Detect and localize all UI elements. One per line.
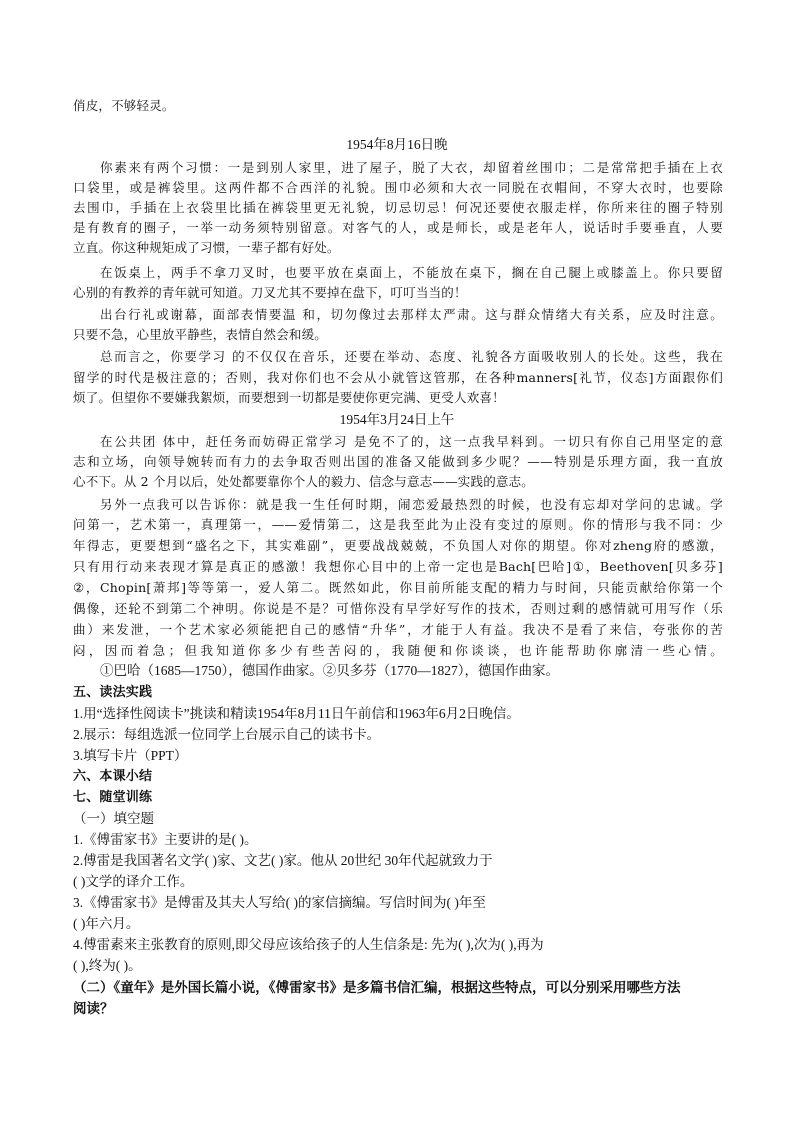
footnote: ①巴哈（1685—1750），德国作曲家。②贝多芬（1770—1827），德国作曲家。 (100, 663, 559, 678)
text-line: 是有教育的圈子，一举一动务须特别留意。对客气的人，或是师长，或是老年人，说话时手要垂直，人要 (73, 220, 723, 235)
section-heading: 七、随堂训练 (73, 790, 153, 805)
subsection-heading: （一）填空题 (73, 811, 154, 826)
question-line: 2.傅雷是我国著名文学( )家、文艺( )家。他从 20世纪 30年代起就致力于 (73, 853, 493, 868)
text-line: 在公共团 体中，赶任务而妨碍正常学习 是免不了的，这一点我早料到。一切只有你自己用坚定的意 (100, 434, 723, 449)
letter-date: 1954年3月24日上午 (339, 412, 455, 427)
text-line: 另外一点我可以告诉你：就是我一生任何时期，闹恋爱最热烈的时候，也没有忘却对学问的忠诚。学 (100, 497, 723, 512)
text-line: 闷，因而着急；但我知道你多少有些苦闷的，我随便和你谈谈，也许能帮助你廓清一些心情。 (73, 643, 723, 658)
question-line: ( ),终为( )。 (73, 958, 142, 973)
text-line: 心别的有教养的青年就可知道。刀叉尤其不要掉在盘下，叮叮当当的！ (73, 285, 467, 300)
question-line: 1.《傅雷家书》主要讲的是( )。 (73, 832, 258, 847)
text-line: 曲）来发泄，一个艺术家必须能把自己的感情“升华”，才能于人有益。我决不是看了来信，夸张你的苦 (73, 622, 723, 637)
question-line: （二）《童年》是外国长篇小说，《傅雷家书》是多篇书信汇编，根据这些特点，可以分别采用哪些方法 (73, 980, 681, 996)
text-line: 心不下。从 2 个月以后，处处都要靠你个人的毅力、信念与意志——实践的意志。 (73, 474, 535, 489)
question-line: ( )年六月。 (73, 916, 140, 931)
text-line: 留学的时代是极注意的；否则，我对你们也不会从小就管这管那，在各种manners[礼节，仪态]方面跟你们 (73, 370, 723, 385)
text-line: 年得志，更要想到“盛名之下，其实难副”，更要战战兢兢，不负国人对你的期望。你对zheng府的感激， (73, 538, 723, 553)
text-line: 1.用“选择性阅读卡”挑读和精读1954年8月11日午前信和1963年6月2日晚信。 (73, 706, 520, 721)
section-heading: 五、读法实践 (73, 685, 153, 700)
section-heading: 六、本课小结 (73, 769, 153, 784)
text-line: 问第一，艺术第一，真理第一，——爱情第二，这是我至此为止没有变过的原则。你的情形与我不同：少 (73, 517, 723, 532)
text-line: 只有用行动来表现才算是真正的感激！我想你心目中的上帝一定也是Bach[巴哈]①，Beethoven[贝多芬] (73, 559, 723, 574)
text-line: 2.展示：每组选派一位同学上台展示自己的读书卡。 (73, 727, 381, 742)
text-line: 你素来有两个习惯：一是到别人家里，进了屋子，脱了大衣，却留着丝围巾；二是常常把手插在上衣 (100, 160, 723, 175)
text-line: 立直。你这种规矩成了习惯，一辈子都有好处。 (73, 240, 340, 255)
text-line: 在饭桌上，两手不拿刀叉时，也要平放在桌面上，不能放在桌下，搁在自己腿上或膝盖上。你只要留 (100, 265, 723, 280)
question-line: 4.傅雷素来主张教育的原则,即父母应该给孩子的人生信条是: 先为( ),次为( ),再为 (73, 937, 544, 952)
letter-date: 1954年8月16日晚 (346, 137, 448, 152)
text-line: 3.填写卡片（PPT） (73, 748, 188, 763)
text-line: 烦了。但望你不要嫌我絮烦，而要想到一切都是要使你更完满、更受人欢喜！ (73, 390, 505, 405)
text-line: 志和立场，向领导婉转而有力的去争取否则出国的准备又能做到多少呢？——特别是乐理方面，我一直放 (73, 454, 723, 469)
text-line: 出台行礼或谢幕，面部表情要温 和，切勿像过去那样太严肃。这与群众情绪大有关系，应及时注意。 (100, 307, 723, 322)
text-line: 俏皮，不够轻灵。 (73, 98, 175, 113)
text-line: 去围巾，手插在上衣袋里比插在裤袋里更无礼貌，切忌切忌！何况还要使衣服走样，你所来往的圈子特别 (73, 200, 723, 215)
question-line: 3.《傅雷家书》是傅雷及其夫人写给( )的家信摘编。写信时间为( )年至 (73, 895, 486, 910)
text-line: 口袋里，或是裤袋里。这两件都不合西洋的礼貌。围巾必须和大衣一同脱在衣帽间，不穿大衣时，也要除 (73, 180, 723, 195)
question-line: ( )文学的译介工作。 (73, 874, 194, 889)
text-line: ②，Chopin[萧邦]等等第一，爱人第二。既然如此，你目前所能支配的精力与时间，只能贡献给你第一个 (73, 580, 723, 595)
text-line: 总而言之，你要学习 的不仅仅在音乐，还要在举动、态度、礼貌各方面吸收别人的长处。这些，我在 (100, 349, 723, 364)
question-line: 阅读？ (73, 1001, 114, 1017)
text-line: 只要不急，心里放平静些，表情自然会和缓。 (73, 327, 328, 342)
text-line: 偶像，还轮不到第二个神明。你说是不是？可惜你没有早学好写作的技术，否则过剩的感情就可用写作（乐 (73, 601, 723, 616)
